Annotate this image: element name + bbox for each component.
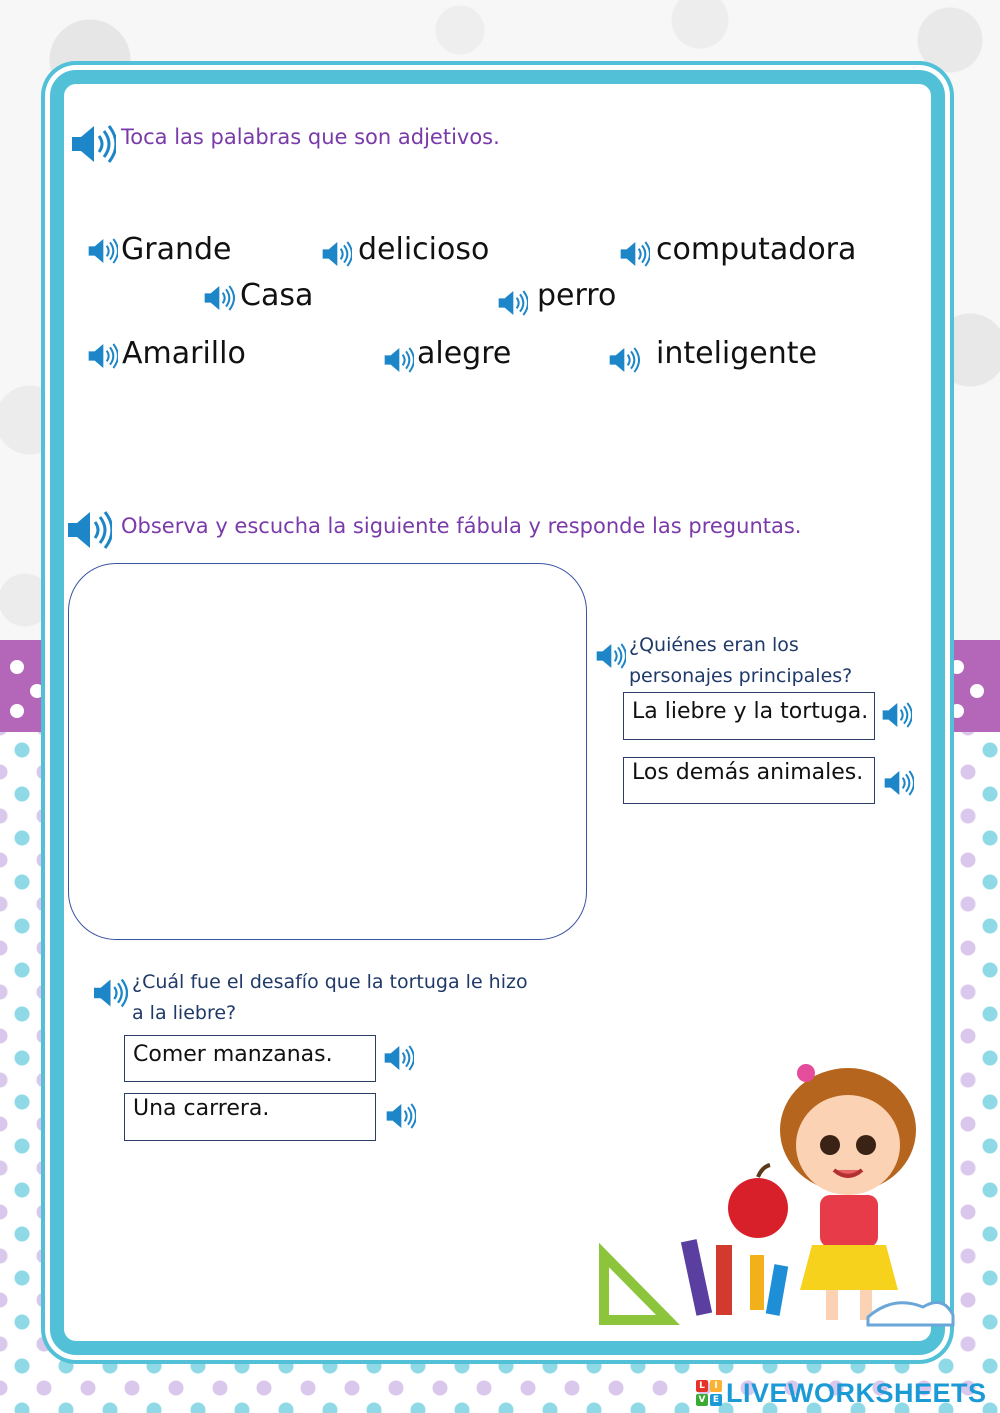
question-line: a la liebre? (132, 1002, 237, 1024)
speaker-icon[interactable] (64, 506, 112, 554)
logo-letter: L (696, 1380, 708, 1392)
girl-face (796, 1095, 900, 1195)
word-option[interactable]: alegre (417, 336, 512, 371)
speaker-icon[interactable] (606, 344, 640, 376)
liveworksheets-logo[interactable] (696, 1378, 987, 1408)
speaker-icon[interactable] (86, 340, 118, 372)
speaker-icon[interactable] (496, 287, 528, 319)
speaker-icon[interactable] (618, 238, 650, 270)
word-option[interactable]: perro (537, 278, 617, 313)
speaker-icon[interactable] (594, 640, 626, 672)
purple-pencil (681, 1239, 712, 1316)
answer-option[interactable]: Los demás animales. (623, 757, 875, 804)
word-option[interactable]: Amarillo (122, 336, 246, 371)
brand-name: LIVEWORKSHEETS (726, 1377, 987, 1408)
speaker-icon[interactable] (382, 1042, 414, 1074)
speaker-icon[interactable] (68, 120, 116, 168)
girl-with-apple-illustration (598, 1055, 958, 1335)
speaker-icon[interactable] (86, 235, 118, 267)
logo-letter: E (710, 1394, 722, 1406)
apple (728, 1178, 788, 1238)
adjectives-instruction: Toca las palabras que son adjetivos. (121, 125, 500, 149)
open-book (868, 1303, 953, 1326)
speaker-icon[interactable] (384, 1100, 416, 1132)
red-pencil (716, 1245, 732, 1315)
word-option[interactable]: Casa (240, 278, 314, 313)
question-line: ¿Quiénes eran los (629, 634, 799, 656)
girl-skirt (800, 1245, 898, 1290)
question-characters (629, 630, 852, 692)
logo-mark (696, 1380, 722, 1406)
right-ribbon (940, 640, 1000, 732)
question-line: personajes principales? (629, 665, 853, 687)
logo-letter: V (696, 1394, 708, 1406)
blue-crayon (766, 1264, 788, 1316)
logo-letter: I (710, 1380, 722, 1392)
yellow-crayon (750, 1255, 764, 1310)
answer-option[interactable]: Una carrera. (124, 1093, 376, 1141)
fable-video-player[interactable] (68, 563, 587, 940)
hair-bow (797, 1064, 815, 1082)
speaker-icon[interactable] (320, 238, 352, 270)
word-option[interactable]: inteligente (656, 336, 817, 371)
word-option[interactable]: computadora (656, 232, 857, 267)
answer-option[interactable]: La liebre y la tortuga. (623, 692, 875, 740)
fable-instruction: Observa y escucha la siguiente fábula y responde las preguntas. (121, 514, 802, 538)
question-challenge (132, 967, 528, 1029)
triangle-ruler (604, 1255, 668, 1320)
girl-shirt (820, 1195, 878, 1247)
speaker-icon[interactable] (882, 767, 914, 799)
speaker-icon[interactable] (90, 975, 128, 1011)
word-option[interactable]: delicioso (358, 232, 490, 267)
speaker-icon[interactable] (200, 282, 236, 314)
speaker-icon[interactable] (880, 699, 912, 731)
word-option[interactable]: Grande (121, 232, 232, 267)
question-line: ¿Cuál fue el desafío que la tortuga le hizo (132, 971, 528, 993)
speaker-icon[interactable] (382, 344, 414, 376)
answer-option[interactable]: Comer manzanas. (124, 1035, 376, 1082)
